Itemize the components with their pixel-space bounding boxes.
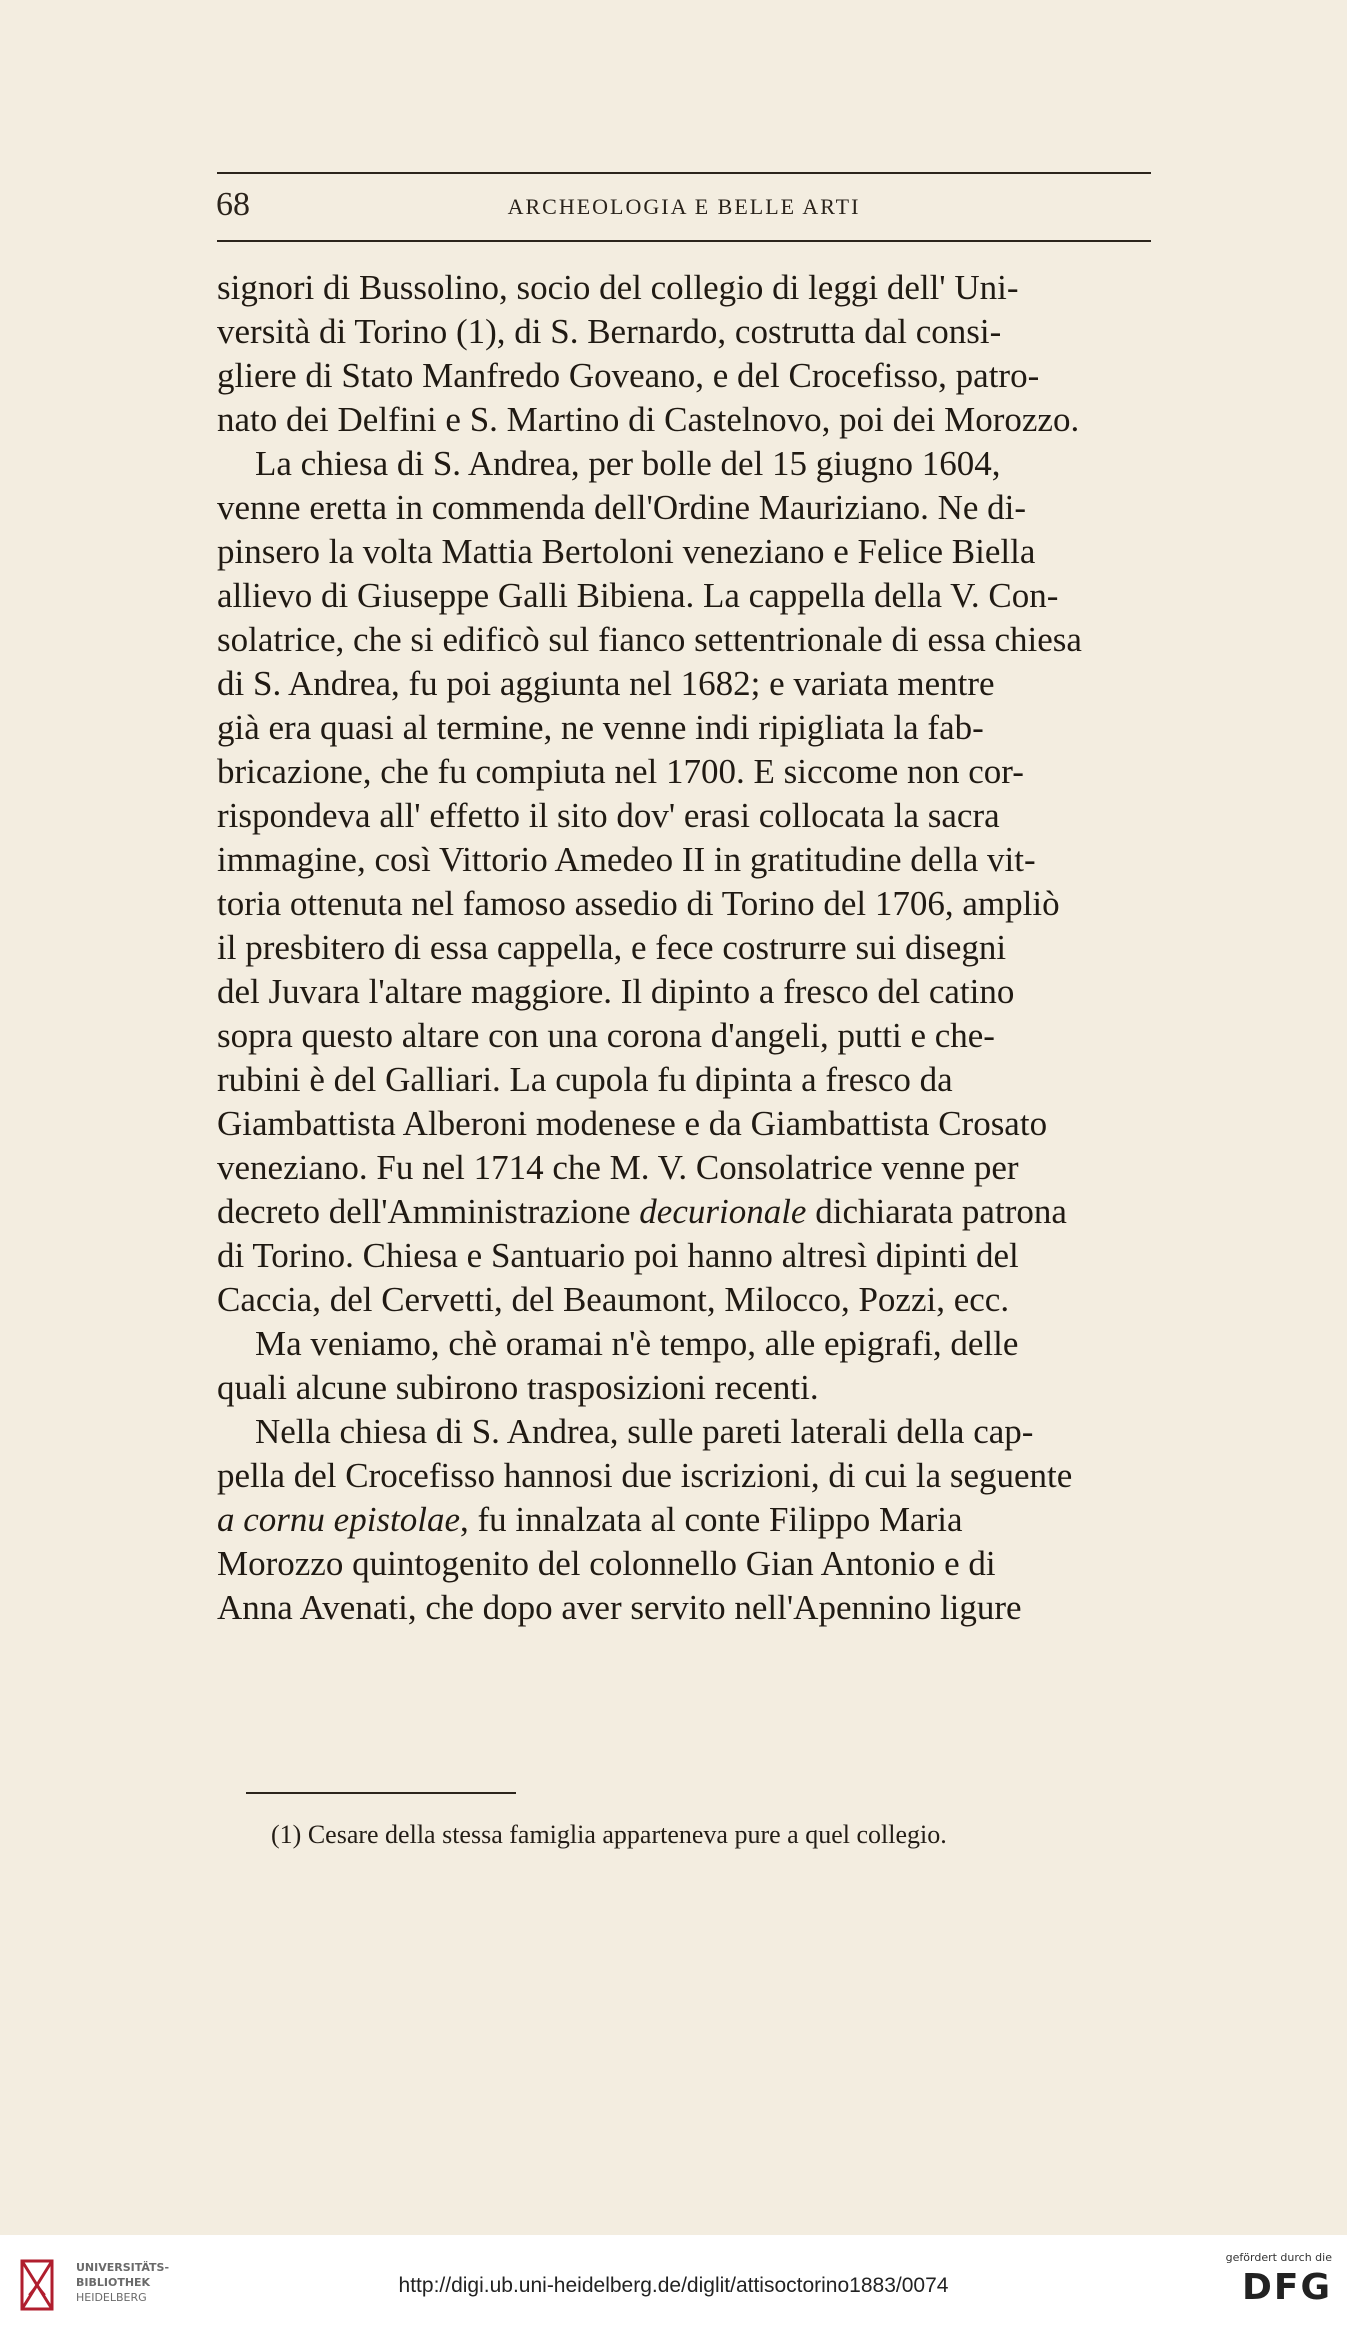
text-line: Nella chiesa di S. Andrea, sulle pareti laterali della cap- [255, 1412, 1034, 1451]
text-line: Anna Avenati, che dopo aver servito nell'Apennino ligure [217, 1588, 1022, 1627]
text-line: Morozzo quintogenito del colonnello Gian Antonio e di [217, 1544, 996, 1583]
text-line: nato dei Delfini e S. Martino di Castelnovo, poi dei Morozzo. [217, 400, 1080, 439]
text-line: signori di Bussolino, socio del collegio di leggi dell' Uni- [217, 268, 1019, 307]
institution-line: UNIVERSITÄTS- [76, 2261, 170, 2274]
text-line: bricazione, che fu compiuta nel 1700. E siccome non cor- [217, 752, 1024, 791]
paragraph-1 [217, 266, 1167, 442]
page-header [214, 186, 1154, 232]
italic-term: decurionale [639, 1192, 807, 1231]
text-line: quali alcune subirono trasposizioni recenti. [217, 1368, 819, 1407]
text-line: solatrice, che si edificò sul fianco settentrionale di essa chiesa [217, 620, 1082, 659]
body-text [217, 266, 1167, 1630]
header-top-rule [217, 172, 1151, 174]
italic-term: a cornu epistolae [217, 1500, 461, 1539]
text-line: di Torino. Chiesa e Santuario poi hanno altresì dipinti del [217, 1236, 1019, 1275]
text-line-mixed [217, 1498, 1167, 1542]
running-title: ARCHEOLOGIA E BELLE ARTI [507, 194, 861, 219]
funding-notice [1202, 2251, 1332, 2306]
institution-line: BIBLIOTHEK [76, 2276, 151, 2289]
header-bottom-rule [217, 240, 1151, 242]
text-line: Ma veniamo, chè oramai n'è tempo, alle epigrafi, delle [255, 1324, 1019, 1363]
viewer-footer [0, 2235, 1347, 2335]
text-line: venne eretta in commenda dell'Ordine Mauriziano. Ne di- [217, 488, 1027, 527]
institution-line: HEIDELBERG [76, 2291, 147, 2304]
footnote: (1) Cesare della stessa famiglia apparteneva pure a quel collegio. [271, 1820, 947, 1849]
permalink-url[interactable]: http://digi.ub.uni-heidelberg.de/diglit/attisoctorino1883/0074 [398, 2274, 949, 2297]
footnote-rule [246, 1792, 516, 1794]
text-line: La chiesa di S. Andrea, per bolle del 15 giugno 1604, [255, 444, 1001, 483]
text-line: Giambattista Alberoni modenese e da Giambattista Crosato [217, 1104, 1048, 1143]
page-number: 68 [216, 186, 250, 223]
text-line: veneziano. Fu nel 1714 che M. V. Consolatrice venne per [217, 1148, 1019, 1187]
text-line: Caccia, del Cervetti, del Beaumont, Milocco, Pozzi, ecc. [217, 1280, 1010, 1319]
text-line: allievo di Giuseppe Galli Bibiena. La cappella della V. Con- [217, 576, 1059, 615]
text-line: il presbitero di essa cappella, e fece costrurre sui disegni [217, 928, 1007, 967]
text-line: immagine, così Vittorio Amedeo II in gratitudine della vit- [217, 840, 1036, 879]
funding-text: gefördert durch die [1225, 2251, 1332, 2264]
text-line: versità di Torino (1), di S. Bernardo, costrutta dal consi- [217, 312, 1002, 351]
text-line: sopra questo altare con una corona d'angeli, putti e che- [217, 1016, 995, 1055]
text-line: rispondeva all' effetto il sito dov' erasi collocata la sacra [217, 796, 1000, 835]
text-line: del Juvara l'altare maggiore. Il dipinto a fresco del catino [217, 972, 1015, 1011]
paragraph-4 [217, 1410, 1167, 1630]
text-line: pella del Crocefisso hannosi due iscrizioni, di cui la seguente [217, 1456, 1073, 1495]
text-line: toria ottenuta nel famoso assedio di Torino del 1706, ampliò [217, 884, 1060, 923]
text-line-mixed [217, 1190, 1167, 1234]
paragraph-2 [217, 442, 1167, 1322]
text-line: di S. Andrea, fu poi aggiunta nel 1682; e variata mentre [217, 664, 995, 703]
text-line: rubini è del Galliari. La cupola fu dipinta a fresco da [217, 1060, 953, 1099]
paragraph-3 [217, 1322, 1167, 1410]
dfg-logo-icon: DFG [1241, 2267, 1332, 2308]
text-segment: dichiarata patrona [806, 1192, 1067, 1231]
text-segment: decreto dell'Amministrazione [217, 1192, 640, 1231]
text-segment: , fu innalzata al conte Filippo Maria [460, 1500, 963, 1539]
text-line: già era quasi al termine, ne venne indi ripigliata la fab- [217, 708, 984, 747]
text-line: gliere di Stato Manfredo Goveano, e del Crocefisso, patro- [217, 356, 1040, 395]
text-line: pinsero la volta Mattia Bertoloni veneziano e Felice Biella [217, 532, 1036, 571]
